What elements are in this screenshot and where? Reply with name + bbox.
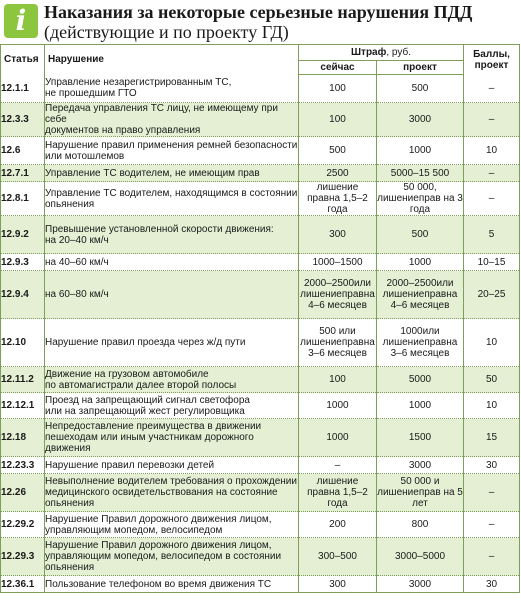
fine-now-text: на 1,5–2 года: [327, 487, 368, 509]
table-row: [1, 512, 520, 538]
fine-project-cell: [377, 367, 464, 393]
fine-unit-label: , руб.: [386, 47, 411, 58]
violation-cell: [45, 576, 299, 593]
violation-cell: [45, 457, 299, 474]
table-row: [1, 419, 520, 457]
table-row: [1, 271, 520, 319]
fine-project-cell: [377, 271, 464, 319]
points-cell: 10: [464, 137, 520, 165]
fine-project-cell: [377, 538, 464, 576]
table-row: [1, 216, 520, 254]
fine-project-text: прав: [424, 337, 447, 348]
violation-cell: [45, 419, 299, 457]
article-cell: 12.18: [1, 419, 45, 457]
fine-now-text: прав: [341, 289, 364, 300]
article-cell: 12.9.4: [1, 271, 45, 319]
points-cell: 10: [464, 393, 520, 419]
violation-cell: [45, 103, 299, 137]
points-label-line1: Баллы,: [473, 48, 510, 60]
violation-text: управляющим мопедом, велосипедом в состоянии: [45, 551, 282, 562]
table-row: [1, 137, 520, 165]
fine-project-text: 500: [411, 83, 429, 94]
fine-now-cell: [299, 419, 377, 457]
article-cell: 12.6: [1, 137, 45, 165]
article-cell: 12.10: [1, 319, 45, 367]
col-fine-group-header: [299, 45, 464, 61]
fine-now-cell: [299, 182, 377, 216]
violation-text: Превышение установленной скорости движения:: [45, 223, 274, 235]
fine-now-cell: [299, 457, 377, 474]
fine-project-text: 3000: [408, 578, 432, 590]
fine-now-cell: [299, 271, 377, 319]
points-cell: –: [464, 75, 520, 103]
violation-text: Непредоставление преимущества в движении: [45, 421, 262, 432]
article-cell: 12.29.3: [1, 538, 45, 576]
points-cell: –: [464, 538, 520, 576]
violation-cell: [45, 216, 299, 254]
fine-project-cell: [377, 457, 464, 474]
fine-now-text: 1000: [326, 400, 349, 411]
fine-now-text: 2000–2500: [303, 278, 355, 289]
penalties-table: [0, 44, 520, 593]
fine-project-cell: [377, 254, 464, 271]
violation-cell: [45, 254, 299, 271]
fine-project-text: 5000–15 500: [390, 167, 450, 179]
fine-now-cell: [299, 165, 377, 182]
violation-text: не прошедшим ГТО: [45, 88, 137, 100]
col-article-header: Статья: [1, 45, 45, 75]
fine-now-text: лишение прав: [307, 182, 359, 204]
fine-project-text: прав на 3 года: [409, 193, 463, 215]
violation-cell: [45, 367, 299, 393]
violation-text: Передача управления ТС лицу, не имеющему при себе: [45, 103, 278, 125]
fine-now-text: лишение прав: [307, 476, 359, 498]
article-cell: 12.7.1: [1, 165, 45, 182]
fine-now-text: 100: [329, 114, 346, 125]
fine-now-cell: [299, 538, 377, 576]
fine-project-cell: [377, 393, 464, 419]
fine-project-cell: [377, 419, 464, 457]
violation-text: Невыполнение водителем требования о прохождении: [45, 476, 297, 487]
table-row: [1, 254, 520, 271]
violation-text: или мотошлемов: [45, 150, 125, 162]
violation-cell: [45, 512, 299, 538]
fine-now-cell: [299, 393, 377, 419]
violation-text: движения: [45, 443, 91, 454]
fine-project-cell: [377, 103, 464, 137]
violation-cell: [45, 393, 299, 419]
fine-now-text: 500 или лишение: [300, 326, 356, 348]
fine-project-cell: [377, 216, 464, 254]
fine-now-cell: [299, 474, 377, 512]
violation-text: Проезд на запрещающий сигнал светофора: [45, 394, 250, 406]
fine-project-text: 50 000, лишение: [377, 182, 437, 204]
fine-project-cell: [377, 576, 464, 593]
violation-text: или на запрещающий жест регулировщика: [45, 405, 245, 417]
fine-label: Штраф: [351, 47, 387, 58]
fine-project-text: 1000: [408, 145, 432, 156]
points-cell: 20–25: [464, 271, 520, 319]
violation-text: управляющим мопедом, велосипедом: [45, 524, 223, 536]
article-cell: 12.11.2: [1, 367, 45, 393]
fine-now-cell: [299, 75, 377, 103]
violation-text: Нарушение Правил дорожного движения лицом,: [45, 540, 272, 551]
fine-now-cell: [299, 576, 377, 593]
article-cell: 12.8.1: [1, 182, 45, 216]
col-fine-now-header: сейчас: [299, 61, 377, 75]
violation-cell: [45, 474, 299, 512]
fine-now-cell: [299, 254, 377, 271]
fine-now-text: на 4–6 месяцев: [308, 289, 375, 311]
fine-project-text: 1000: [400, 326, 423, 337]
fine-project-text: прав на 5 лет: [412, 487, 463, 509]
fine-project-text: на 3–6 месяцев: [390, 337, 458, 359]
article-cell: 12.23.3: [1, 457, 45, 474]
table-row: [1, 103, 520, 137]
fine-now-text: 2500: [326, 167, 349, 179]
fine-project-text: 50 000 и лишение: [377, 476, 440, 498]
points-cell: 5: [464, 216, 520, 254]
fine-now-text: 300–500: [318, 551, 357, 562]
points-cell: –: [464, 165, 520, 182]
fine-project-text: 1500: [408, 432, 432, 443]
fine-now-text: 300: [329, 229, 346, 240]
points-label-line2: проект: [474, 59, 509, 71]
violation-text: на 40–60 км/ч: [45, 256, 109, 268]
violation-text: на 60–80 км/ч: [45, 289, 109, 300]
article-cell: 12.12.1: [1, 393, 45, 419]
violation-cell: [45, 75, 299, 103]
fine-project-cell: [377, 137, 464, 165]
violation-text: опьянения: [45, 562, 95, 573]
article-cell: 12.29.2: [1, 512, 45, 538]
points-cell: –: [464, 474, 520, 512]
table-row: [1, 576, 520, 593]
violation-text: опьянения: [45, 198, 95, 210]
fine-project-text: 3000: [408, 114, 432, 125]
points-cell: –: [464, 512, 520, 538]
violation-text: Управление ТС водителем, не имеющим прав: [45, 167, 260, 179]
violation-cell: [45, 538, 299, 576]
table-row: [1, 393, 520, 419]
fine-now-cell: [299, 367, 377, 393]
table-row: [1, 165, 520, 182]
fine-now-text: прав: [341, 337, 364, 348]
violation-text: Нарушение правил проезда через ж/д пути: [45, 337, 246, 348]
col-points-header: [464, 45, 520, 75]
violation-text: Управление незарегистрированным ТС,: [45, 77, 232, 89]
fine-project-text: на 4–6 месяцев: [390, 289, 458, 311]
fine-project-cell: [377, 165, 464, 182]
col-violation-header: Нарушение: [45, 45, 299, 75]
fine-now-text: 100: [329, 83, 346, 94]
table-row: [1, 367, 520, 393]
fine-project-text: 800: [411, 519, 429, 530]
violation-text: Движение на грузовом автомобиле: [45, 368, 209, 380]
fine-now-cell: [299, 512, 377, 538]
fine-project-text: или лишение: [382, 278, 454, 300]
points-cell: 15: [464, 419, 520, 457]
fine-now-text: на 1,5–2 года: [327, 193, 368, 215]
points-cell: –: [464, 182, 520, 216]
violation-text: Нарушение Правил дорожного движения лицом,: [45, 513, 272, 525]
fine-now-cell: [299, 319, 377, 367]
points-cell: 50: [464, 367, 520, 393]
fine-now-text: 100: [329, 374, 346, 385]
info-icon: [4, 4, 38, 38]
fine-project-text: 500: [411, 229, 429, 240]
info-glyph: i: [15, 4, 27, 37]
points-cell: –: [464, 103, 520, 137]
fine-now-text: 1000: [326, 432, 349, 443]
fine-now-cell: [299, 216, 377, 254]
fine-project-cell: [377, 319, 464, 367]
fine-now-cell: [299, 103, 377, 137]
table-row: [1, 457, 520, 474]
points-cell: 30: [464, 576, 520, 593]
fine-now-text: на 3–6 месяцев: [308, 337, 375, 359]
col-fine-project-header: проект: [377, 61, 464, 75]
article-cell: 12.3.3: [1, 103, 45, 137]
fine-now-text: 500: [329, 145, 346, 156]
violation-text: по автомагистрали далее второй полосы: [45, 379, 237, 391]
title-block: [44, 2, 514, 42]
violation-text: документов на право управления: [45, 125, 201, 136]
article-cell: 12.36.1: [1, 576, 45, 593]
violation-text: Пользование телефоном во время движения ТС: [45, 578, 272, 590]
points-cell: 30: [464, 457, 520, 474]
fine-now-cell: [299, 137, 377, 165]
violation-text: медицинского освидетельствования на состояние: [45, 487, 278, 498]
points-cell: 10: [464, 319, 520, 367]
violation-cell: [45, 182, 299, 216]
fine-project-text: 1000: [408, 256, 432, 268]
fine-now-text: или лишение: [300, 278, 372, 300]
fine-now-text: 300: [329, 578, 346, 590]
fine-project-cell: [377, 474, 464, 512]
page-subtitle: (действующие и по проекту ГД): [44, 22, 289, 42]
violation-text: Управление ТС водителем, находящимся в состоянии: [45, 187, 298, 199]
article-cell: 12.26: [1, 474, 45, 512]
fine-project-text: прав: [424, 289, 447, 300]
violation-text: на 20–40 км/ч: [45, 234, 109, 246]
violation-cell: [45, 319, 299, 367]
fine-now-text: –: [334, 459, 341, 471]
fine-project-text: 2000–2500: [386, 278, 437, 289]
fine-project-text: 3000: [408, 459, 432, 471]
header: [0, 0, 521, 44]
penalties-table-body: [1, 75, 520, 593]
fine-project-cell: [377, 182, 464, 216]
violation-text: Нарушение правил применения ремней безопасности: [45, 139, 298, 151]
fine-now-text: 1000–1500: [312, 256, 363, 268]
article-cell: 12.9.3: [1, 254, 45, 271]
fine-now-text: 200: [329, 519, 346, 530]
violation-text: Нарушение правил перевозки детей: [45, 459, 215, 471]
fine-project-text: 1000: [408, 400, 432, 411]
fine-project-text: 3000–5000: [394, 551, 446, 562]
violation-cell: [45, 271, 299, 319]
table-row: [1, 75, 520, 103]
violation-cell: [45, 137, 299, 165]
points-cell: 10–15: [464, 254, 520, 271]
fine-project-text: 5000: [408, 374, 432, 385]
fine-project-cell: [377, 75, 464, 103]
table-row: [1, 538, 520, 576]
violation-text: пешеходам или иным участникам дорожного: [45, 432, 254, 443]
page-title: Наказания за некоторые серьезные нарушения ПДД: [44, 2, 473, 22]
table-row: [1, 319, 520, 367]
table-row: [1, 474, 520, 512]
fine-project-text: или лишение: [382, 326, 440, 348]
violation-cell: [45, 165, 299, 182]
table-row: [1, 182, 520, 216]
violation-text: опьянения: [45, 498, 95, 509]
article-cell: 12.9.2: [1, 216, 45, 254]
article-cell: 12.1.1: [1, 75, 45, 103]
fine-project-cell: [377, 512, 464, 538]
